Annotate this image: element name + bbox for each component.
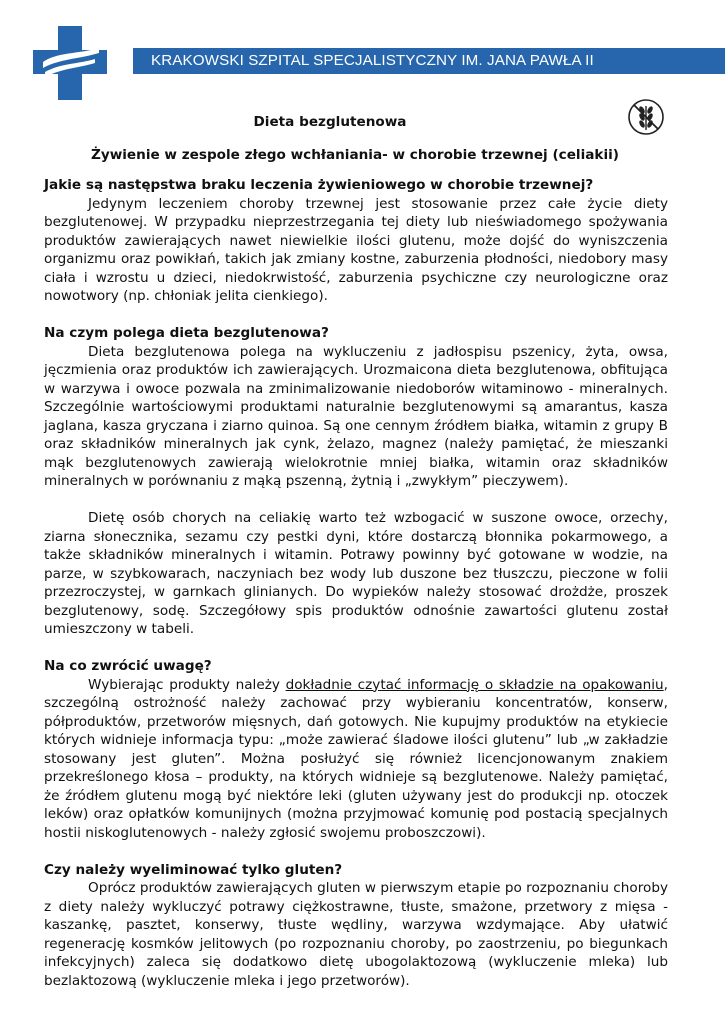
section-paragraph: Dieta bezglutenowa polega na wykluczeniu z jadłospisu pszenicy, żyta, owsa, jęczmienia oraz produktów ich zawierających. Urozmaicona dieta bezglutenowa, obfitująca w warzywa i owoce pozwala na zminimalizowanie niedoborów witaminowo - mineralnych. Szczególnie wartościowymi produktami naturalnie bezglutenowymi są amarantus, kasza jaglana, kasza gryczana i ziarno quinoa. Są one cennym źródłem białka, witamin z grupy B oraz składników mineralnych jak cynk, żelazo, magnez (należy pamiętać, że mieszanki mąk bezglutenowych zawierają wielokrotnie mniej białka, witamin oraz składników mineralnych w porównaniu z mąką pszenną, żytnią i „zwykłym” pieczywem). (44, 343, 668, 489)
hospital-name: KRAKOWSKI SZPITAL SPECJALISTYCZNY IM. JANA PAWŁA II (151, 52, 594, 69)
section-paragraph (44, 676, 668, 843)
hospital-name-banner (133, 48, 725, 74)
section-heading: Jakie są następstwa braku leczenia żywieniowego w chorobie trzewnej? (44, 177, 594, 193)
section-untreated-consequences (44, 176, 668, 306)
section-paragraph: Dietę osób chorych na celiakię warto też wzbogacić w suszone owoce, orzechy, ziarna słonecznika, sezamu czy pestki dyni, które dostarczą błonnika pokarmowego, a także składników mineralnych i witamin. Potrawy powinny być gotowane w wodzie, na parze, w szybkowarach, naczyniach bez wody lub duszone bez tłuszczu, pieczone w folii przezroczystej, w garnkach glinianych. Do wypieków należy stosować drożdże, proszek bezglutenowy, sodę. Szczegółowy spis produktów odnośnie zawartości glutenu został umieszczony w tabeli. (44, 510, 668, 637)
section-heading: Czy należy wyeliminować tylko gluten? (44, 861, 343, 878)
paragraph-text-end: , szczególną ostrożność należy zachować przy wybieraniu koncentratów, konserw, półproduktów, przetworów mięsnych, dań gotowych. Nie kupujmy produktów na etykiecie których widnieje informacja typu: „może zawierać śladowe ilości glutenu” lub „w zakładzie stosowany jest gluten”. Można posłużyć się również licencjonowanym znakiem przekreślonego kłosa – produkty, na których widnieje są bezglutenowe. Należy pamiętać, że źródłem glutenu mogą być niektóre leki (gluten używany jest do produkcji np. otoczek leków) oraz opłatków komunijnych (można przyjmować komunię pod postacią specjalnych hostii niskoglutenowych - należy zgłosić swojemu proboszczowi). (44, 676, 668, 841)
paragraph-text-start: Wybierając produkty należy (88, 676, 286, 693)
section-heading: Na czym polega dieta bezglutenowa? (44, 325, 329, 341)
section-attention (44, 657, 668, 842)
section-diet-description (44, 324, 668, 639)
hospital-cross-logo (33, 26, 107, 100)
document-body (44, 176, 668, 990)
document-title: Dieta bezglutenowa (253, 114, 407, 130)
section-only-gluten (44, 861, 668, 991)
document-subtitle: Żywienie w zespole złego wchłaniania- w chorobie trzewnej (celiakii) (90, 147, 619, 163)
section-paragraph: Oprócz produktów zawierających gluten w pierwszym etapie po rozpoznaniu choroby z diety należy wykluczyć potrawy ciężkostrawne, tłuste, smażone, przetwory z mięsa - kaszankę, pasztet, konserwy, tłuste wędliny, warzywa wzdymające. Aby ułatwić regenerację kosmków jelitowych (po rozpoznaniu choroby, po zaostrzeniu, po biegunkach infekcyjnych) zaleca się dodatkowo dietę ubogolaktozową (wykluczenie mleka) lub bezlaktozową (wykluczenie mleka i jego przetworów). (44, 880, 668, 989)
underlined-advice: dokładnie czytać informację o składzie na opakowaniu (285, 676, 664, 693)
section-paragraph: Jedynym leczeniem choroby trzewnej jest stosowanie przez całe życie diety bezglutenowej. W przypadku nieprzestrzegania tej diety lub nieświadomego spożywania produktów zawierających nawet niewielkie ilości glutenu, może dojść do wyniszczenia organizmu oraz powikłań, takich jak zmiany kostne, zaburzenia płodności, niedobory masy ciała i wzrostu u dzieci, niedokrwistość, zaburzenia psychiczne czy neurologiczne oraz nowotwory (np. chłoniak jelita cienkiego). (44, 195, 668, 304)
cross-logo-icon (33, 26, 107, 100)
section-heading: Na co zwrócić uwagę? (44, 658, 212, 674)
